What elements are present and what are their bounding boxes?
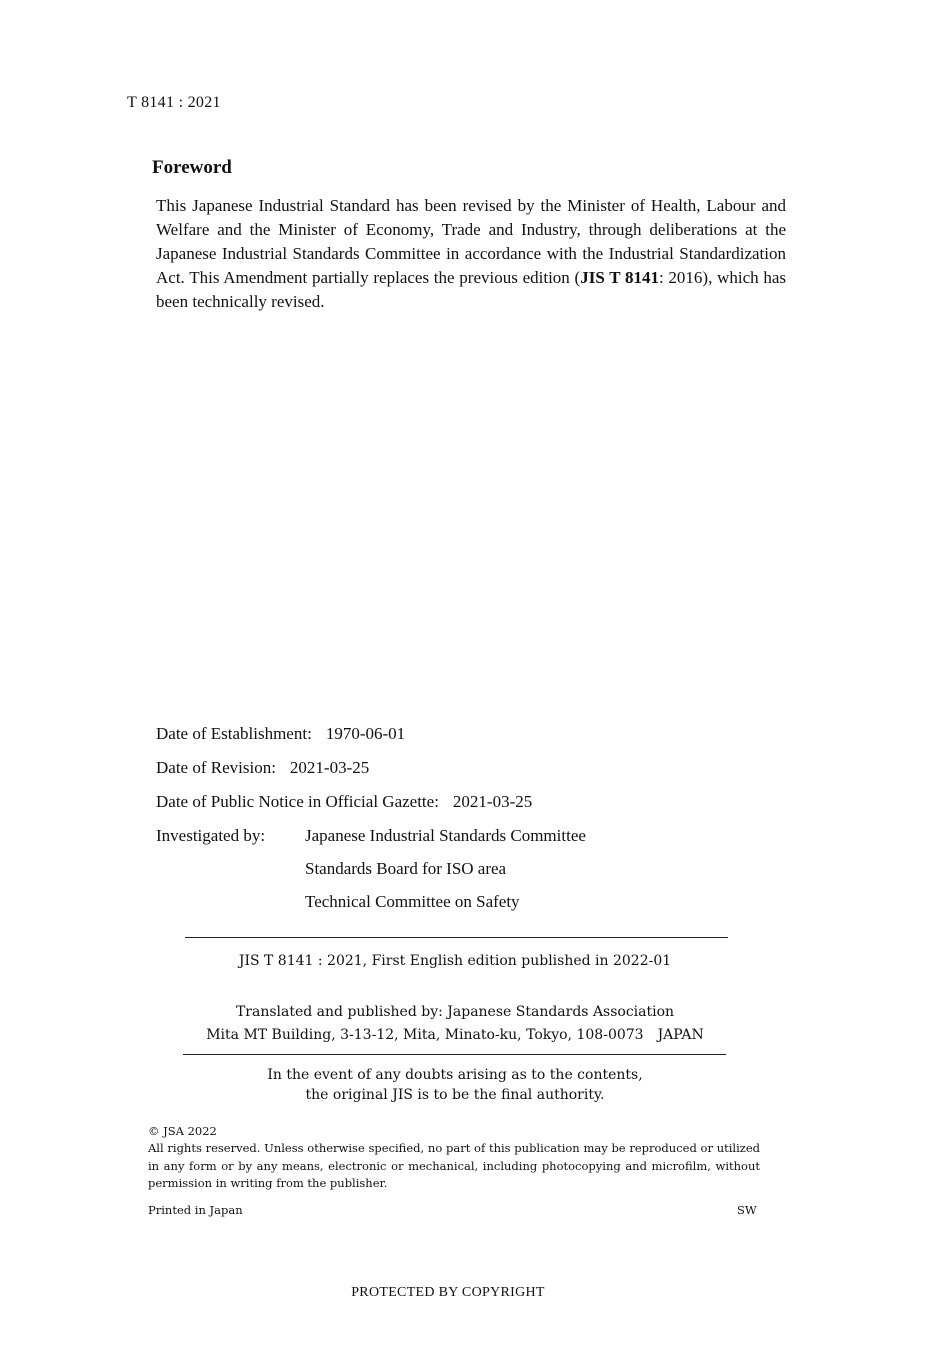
gazette-label: Date of Public Notice in Official Gazette: xyxy=(156,792,439,811)
printer-code: SW xyxy=(737,1203,757,1217)
document-code: T 8141 : 2021 xyxy=(127,94,221,111)
revision-row xyxy=(156,758,369,778)
foreword-text-after: : 2016), which has been technically revised. xyxy=(156,268,787,311)
printed-in: Printed in Japan xyxy=(148,1203,243,1217)
publisher-address: Mita MT Building, 3-13-12, Mita, Minato-ku, Tokyo, 108-0073 JAPAN xyxy=(206,1027,704,1043)
revision-label: Date of Revision: xyxy=(156,758,276,777)
divider xyxy=(183,1054,726,1055)
revision-value: 2021-03-25 xyxy=(289,758,370,777)
establishment-row xyxy=(156,724,405,744)
establishment-value: 1970-06-01 xyxy=(325,724,406,743)
investigated-value: Technical Committee on Safety xyxy=(305,892,520,911)
investigated-label: Investigated by: xyxy=(156,826,266,845)
foreword-text-before: This Japanese Industrial Standard has been revised by the Minister of Health, Labour and Welfare and the Minister of Economy, Trade and Industry, through deliberations at the Japanese Industrial Standards Committee in accordance with the Industrial Standardization Act. This Amendment partially replaces the previous edition ( xyxy=(156,196,786,287)
authority-line-1: In the event of any doubts arising as to the contents, xyxy=(267,1067,643,1083)
rights-statement: All rights reserved. Unless otherwise specified, no part of this publication may be reproduced or utilized in any form or by any means, electronic or mechanical, including photocopying and microfilm, without permission in writing from the publisher. xyxy=(148,1141,760,1190)
copyright-watermark: PROTECTED BY COPYRIGHT xyxy=(351,1285,545,1300)
divider xyxy=(185,937,728,938)
publisher-line: Translated and published by: Japanese Standards Association xyxy=(235,1004,675,1020)
previous-edition-reference: JIS T 8141 xyxy=(580,268,659,287)
authority-line-2: the original JIS is to be the final authority. xyxy=(305,1087,605,1103)
gazette-row xyxy=(156,792,532,812)
foreword-body xyxy=(156,194,786,314)
copyright-notice: © JSA 2022 xyxy=(148,1124,217,1138)
establishment-label: Date of Establishment: xyxy=(156,724,312,743)
gazette-value: 2021-03-25 xyxy=(452,792,533,811)
investigated-value: Standards Board for ISO area xyxy=(305,859,507,878)
investigated-value: Japanese Industrial Standards Committee xyxy=(305,826,586,845)
foreword-title: Foreword xyxy=(152,157,232,178)
edition-line: JIS T 8141 : 2021, First English edition published in 2022-01 xyxy=(238,953,672,969)
